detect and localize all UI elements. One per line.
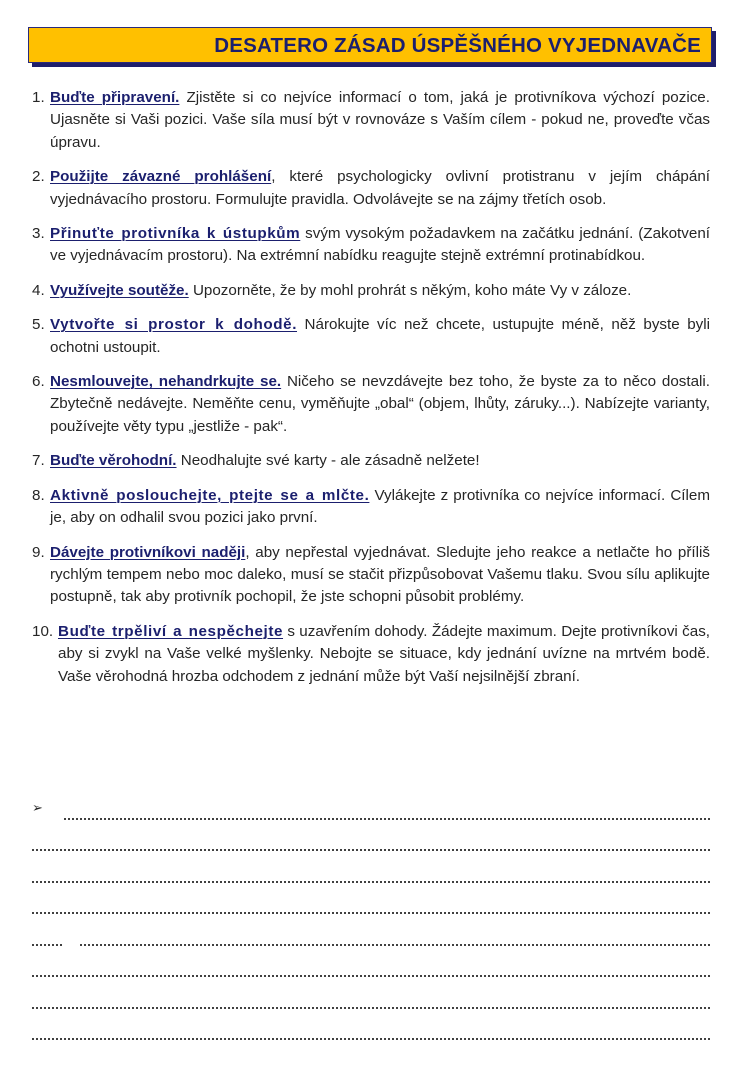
note-line[interactable] xyxy=(32,832,710,864)
item-term: Aktivně poslouchejte, ptejte se a mlčte. xyxy=(50,486,370,504)
dotted-line xyxy=(32,975,710,977)
notes-area xyxy=(32,800,710,1052)
item-number: 10. xyxy=(32,622,54,640)
principles-list xyxy=(32,87,710,700)
item-term: Použijte závazné prohlášení xyxy=(50,168,272,186)
list-item xyxy=(32,223,710,268)
dotted-line xyxy=(32,881,710,883)
note-line[interactable] xyxy=(32,863,710,895)
item-text: Nárokujte víc než chcete, ustupujte méně, něž byste byli ochotni ustoupit. xyxy=(50,316,710,356)
title-banner xyxy=(28,27,712,63)
list-item xyxy=(32,542,710,609)
note-line[interactable] xyxy=(32,1021,710,1053)
dotted-line xyxy=(32,1038,710,1040)
item-number: 5. xyxy=(32,316,45,334)
arrow-bullet-icon: ➢ xyxy=(32,800,43,815)
note-line[interactable] xyxy=(32,895,710,927)
page-title: DESATERO ZÁSAD ÚSPĚŠNÉHO VYJEDNAVAČE xyxy=(214,34,701,57)
item-number: 7. xyxy=(32,452,45,470)
list-item xyxy=(32,166,710,211)
list-item xyxy=(32,87,710,154)
list-item xyxy=(32,621,710,688)
item-number: 1. xyxy=(32,89,45,106)
dotted-line xyxy=(32,849,710,851)
item-term: Dávejte protivníkovi naději xyxy=(50,543,246,561)
item-term: Vytvořte si prostor k dohodě. xyxy=(50,316,298,334)
item-text: , aby nepřestal vyjednávat. Sledujte jeho reakce a netlačte ho příliš rychlým tempem nebo moc daleko, musí se stačit přizpůsobovat Vašemu tlaku. Svou sílu aplikujte postupně, tak aby protivník pochopil, že jste schopni působit problémy. xyxy=(50,543,710,606)
list-item xyxy=(32,485,710,530)
dotted-line xyxy=(32,944,62,946)
note-line[interactable] xyxy=(32,958,710,990)
item-text: Vylákejte z protivníka co nejvíce informací. Cílem je, aby on odhalil svou pozici jako první. xyxy=(50,486,710,527)
item-number: 4. xyxy=(32,281,45,299)
item-number: 3. xyxy=(32,225,45,243)
dotted-line xyxy=(80,944,710,946)
list-item xyxy=(32,450,710,472)
note-line[interactable] xyxy=(32,989,710,1021)
dotted-line xyxy=(32,1007,710,1009)
item-text: s uzavřením dohody. Žádejte maximum. Dejte protivníkovi čas, aby si zvykl na Vaše velké myšlenky. Nebojte se situace, kdy jednání uvízne na mrtvém bodě. Vaše věrohodná hrozba odchodem z jednání může být Vaší nejsilnější zbraní. xyxy=(58,622,711,685)
item-number: 9. xyxy=(32,543,45,561)
item-term: Přinuťte protivníka k ústupkům xyxy=(50,225,301,243)
item-text: Upozorněte, že by mohl prohrát s někým, koho máte Vy v záloze. xyxy=(188,281,632,299)
item-number: 6. xyxy=(32,373,45,391)
item-term: Využívejte soutěže. xyxy=(50,281,189,299)
note-line[interactable] xyxy=(32,800,710,832)
item-term: Buďte připravení. xyxy=(50,89,180,106)
item-term: Nesmlouvejte, nehandrkujte se. xyxy=(50,373,282,391)
dotted-line xyxy=(32,912,710,914)
item-text: , které psychologicky ovlivní protistranu v jejím chápání vyjednávacího prostoru. Formulujte pravidla. Odvolávejte se na zájmy třetích osob. xyxy=(50,168,710,208)
item-text: Zjistěte si co nejvíce informací o tom, jaká je protivníkova výchozí pozice. Ujasněte si Vaši pozici. Vaše síla musí být v rovnováze s Vaším cílem - pokud ne, proveďte včas úpravu. xyxy=(50,89,710,151)
list-item xyxy=(32,371,710,438)
item-term: Buďte věrohodní. xyxy=(50,452,177,470)
dotted-line xyxy=(64,818,710,820)
item-text: Ničeho se nevzdávejte bez toho, že byste za to něco dostali. Zbytečně nedávejte. Neměňte cenu, vyměňujte „obal“ (objem, lhůty, záruky...). Nabízejte varianty, používejte věty typu „jestliže - pak“. xyxy=(50,373,711,435)
item-text: svým vysokým požadavkem na začátku jednání. (Zakotvení ve vyjednávacím prostoru). Na extrémní nabídku reagujte stejně extrémní protinabídkou. xyxy=(50,225,710,265)
note-line[interactable] xyxy=(32,926,710,958)
list-item xyxy=(32,314,710,359)
item-term: Buďte trpěliví a nespěchejte xyxy=(58,622,284,640)
item-number: 8. xyxy=(32,486,45,504)
item-text: Neodhalujte své karty - ale zásadně nelžete! xyxy=(176,452,480,470)
list-item xyxy=(32,280,710,302)
item-number: 2. xyxy=(32,168,45,186)
